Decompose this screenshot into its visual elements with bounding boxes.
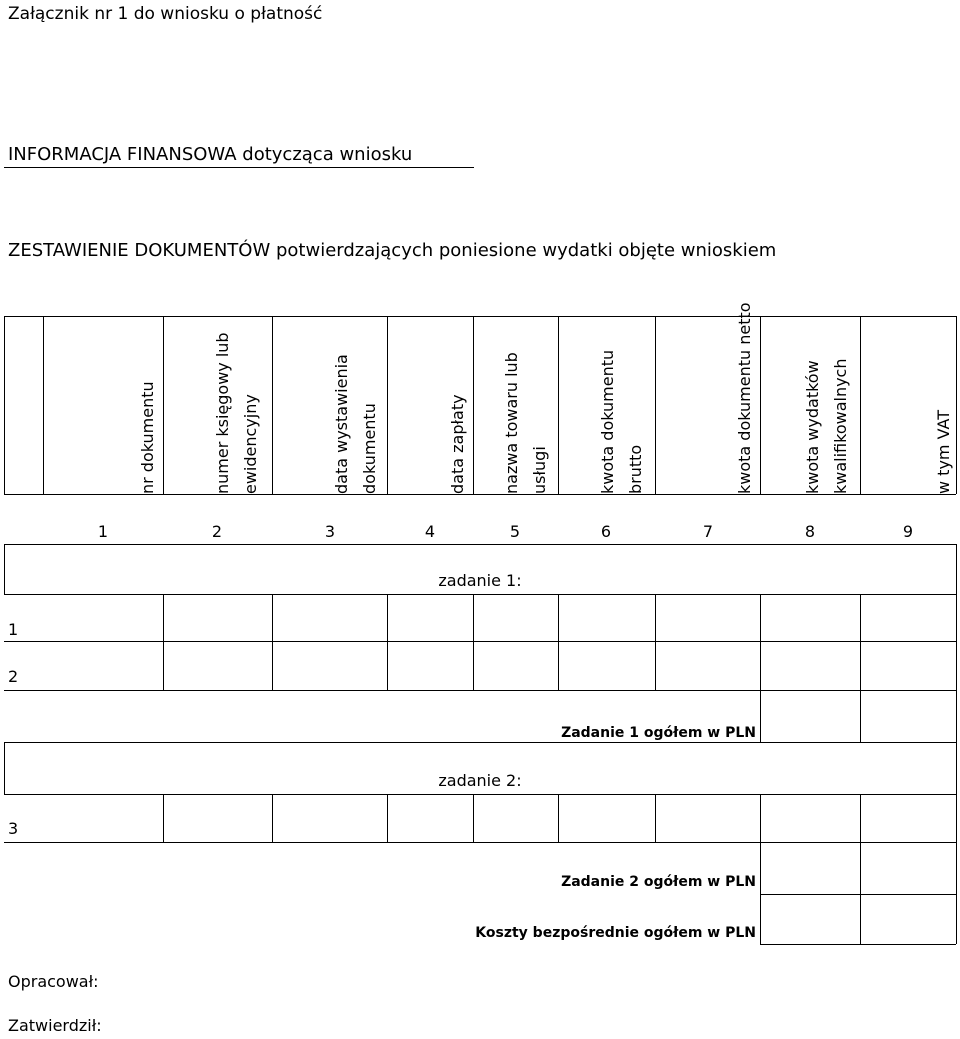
- direct-costs-total-label: Koszty bezpośrednie ogółem w PLN: [475, 925, 756, 941]
- column-number: 8: [804, 522, 816, 541]
- row-number: 2: [8, 667, 19, 686]
- column-number: 6: [600, 522, 612, 541]
- col-header-kwota-kwalifikowalnych: kwota wydatków kwalifikowalnych: [803, 358, 850, 494]
- info-title: INFORMACJA FINANSOWA dotycząca wniosku: [8, 144, 413, 165]
- column-number: 7: [702, 522, 714, 541]
- col-header-data-wystawienia: data wystawienia dokumentu: [332, 354, 379, 494]
- approved-by-label: Zatwierdził:: [8, 1016, 102, 1035]
- prepared-by-label: Opracował:: [8, 972, 99, 991]
- info-title-underline: [4, 167, 474, 168]
- column-number: 1: [97, 522, 109, 541]
- summary-title: ZESTAWIENIE DOKUMENTÓW potwierdzających poniesione wydatki objęte wnioskiem: [8, 240, 777, 261]
- attachment-line: Załącznik nr 1 do wniosku o płatność: [8, 4, 323, 24]
- col-header-kwota-netto: kwota dokumentu netto: [735, 302, 754, 494]
- task1-heading: zadanie 1:: [438, 571, 522, 590]
- col-header-nr-dokumentu: nr dokumentu: [138, 381, 157, 494]
- row-number: 3: [8, 819, 19, 838]
- column-number: 4: [424, 522, 436, 541]
- col-header-kwota-brutto: kwota dokumentu brutto: [598, 349, 645, 494]
- col-header-numer-ksiegowy: numer księgowy lub ewidencyjny: [213, 332, 260, 494]
- task2-total-label: Zadanie 2 ogółem w PLN: [561, 874, 756, 890]
- column-number: 9: [902, 522, 914, 541]
- col-header-w-tym-vat: w tym VAT: [934, 410, 953, 494]
- task1-total-label: Zadanie 1 ogółem w PLN: [561, 725, 756, 741]
- col-header-data-zaplaty: data zapłaty: [448, 394, 467, 494]
- task2-heading: zadanie 2:: [438, 771, 522, 790]
- column-number: 5: [509, 522, 521, 541]
- row-number: 1: [8, 620, 19, 639]
- column-number: 3: [324, 522, 336, 541]
- column-number: 2: [211, 522, 223, 541]
- col-header-nazwa-towaru: nazwa towaru lub usługi: [502, 352, 549, 494]
